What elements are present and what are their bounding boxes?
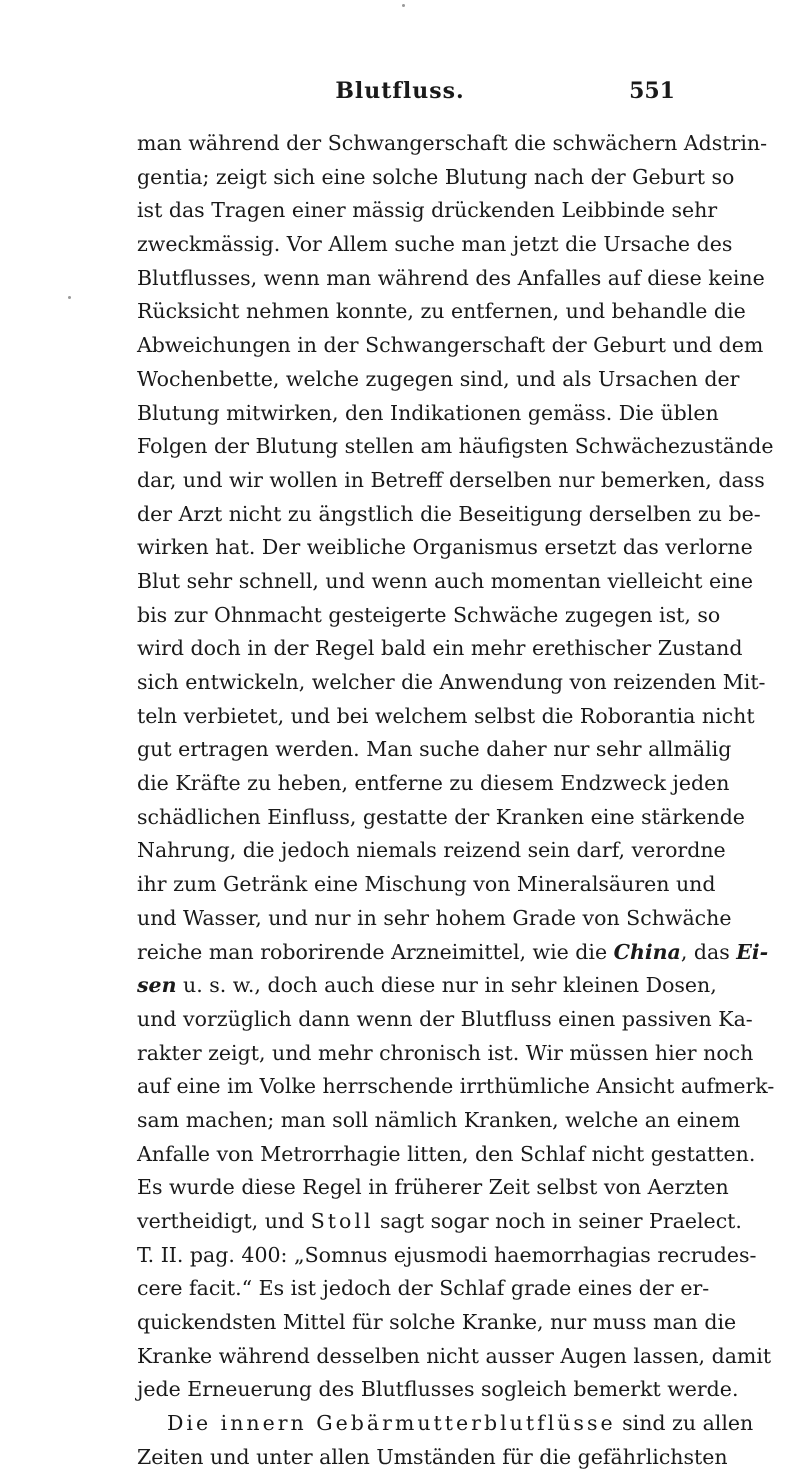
ink-speck [68, 296, 71, 299]
text-segment: , das [680, 939, 737, 964]
text-line: auf eine im Volke herrschende irrthümliche Ansicht aufmerk- [137, 1074, 775, 1099]
text-line: dar, und wir wollen in Betreff derselben nur bemerken, dass [137, 467, 765, 492]
running-title: Blutfluss. [335, 78, 465, 104]
text-line: gut ertragen werden. Man suche daher nur sehr allmälig [137, 737, 732, 762]
text-line: zweckmässig. Vor Allem suche man jetzt die Ursache des [137, 232, 733, 257]
text-line: rakter zeigt, und mehr chronisch ist. Wir müssen hier noch [137, 1040, 754, 1065]
ink-speck [402, 4, 405, 7]
emphasized-term: China [613, 939, 681, 964]
text-line: schädlichen Einfluss, gestatte der Kranken eine stärkende [137, 804, 745, 829]
author-name: Stoll [310, 1209, 374, 1233]
body-text [137, 127, 775, 1475]
text-line: gentia; zeigt sich eine solche Blutung nach der Geburt so [137, 164, 735, 189]
section-heading-inline: Die innern Gebärmutterblutflüsse [167, 1411, 616, 1436]
emphasized-term: Ei- [736, 939, 769, 964]
text-line: T. II. pag. 400: „Somnus ejusmodi haemorrhagias recrudes- [137, 1242, 757, 1267]
emphasized-term: sen [137, 973, 177, 998]
text-line [137, 969, 717, 1003]
text-line: bis zur Ohnmacht gesteigerte Schwäche zugegen ist, so [137, 602, 721, 627]
text-segment: reiche man roborirende Arzneimittel, wie die [137, 939, 614, 964]
text-line: ist das Tragen einer mässig drückenden Leibbinde sehr [137, 198, 718, 223]
text-segment: sind zu allen [615, 1411, 754, 1436]
text-line: Es wurde diese Regel in früherer Zeit selbst von Aerzten [137, 1175, 729, 1200]
text-line: und Wasser, und nur in sehr hohem Grade von Schwäche [137, 905, 732, 930]
text-line: Rücksicht nehmen konnte, zu entfernen, und behandle die [137, 299, 746, 324]
text-line: Zeiten und unter allen Umständen für die gefährlichsten [137, 1444, 728, 1469]
text-line: teln verbietet, und bei welchem selbst die Roborantia nicht [137, 703, 755, 728]
text-line: sich entwickeln, welcher die Anwendung von reizenden Mit- [137, 670, 766, 694]
text-line: ihr zum Getränk eine Mischung von Mineralsäuren und [137, 872, 716, 897]
text-segment: u. s. w., doch auch diese nur in sehr kleinen Dosen, [176, 973, 717, 998]
text-line: die Kräfte zu heben, entferne zu diesem Endzweck jeden [137, 771, 730, 796]
page-header [0, 78, 800, 114]
text-line: quickendsten Mittel für solche Kranke, nur muss man die [137, 1310, 737, 1335]
text-line: Blut sehr schnell, und wenn auch momentan vielleicht eine [137, 568, 753, 593]
text-line: jede Erneuerung des Blutflusses sogleich bemerkt werde. [137, 1377, 739, 1402]
text-line: Nahrung, die jedoch niemals reizend sein darf, verordne [137, 838, 726, 863]
text-line: sam machen; man soll nämlich Kranken, welche an einem [137, 1107, 741, 1132]
text-line [137, 1205, 742, 1239]
text-line: der Arzt nicht zu ängstlich die Beseitigung derselben zu be- [137, 501, 761, 526]
text-line: Wochenbette, welche zugegen sind, und als Ursachen der [137, 366, 740, 391]
text-line: cere facit.“ Es ist jedoch der Schlaf grade eines der er- [137, 1276, 710, 1301]
text-line: wird doch in der Regel bald ein mehr erethischer Zustand [137, 636, 743, 661]
text-line: man während der Schwangerschaft die schwächern Adstrin- [137, 131, 768, 155]
text-line: und vorzüglich dann wenn der Blutfluss einen passiven Ka- [137, 1006, 753, 1031]
text-line: wirken hat. Der weibliche Organismus ersetzt das verlorne [137, 535, 753, 560]
text-line: Blutung mitwirken, den Indikationen gemäss. Die üblen [137, 400, 719, 425]
text-line: Anfalle von Metrorrhagie litten, den Schlaf nicht gestatten. [137, 1141, 756, 1166]
text-line: Abweichungen in der Schwangerschaft der Geburt und dem [137, 333, 764, 358]
text-line: Kranke während desselben nicht ausser Augen lassen, damit [137, 1343, 772, 1368]
text-line: Folgen der Blutung stellen am häufigsten Schwächezustände [137, 434, 774, 459]
text-segment: sagt sogar noch in seiner Praelect. [373, 1209, 742, 1233]
text-segment: vertheidigt, und [137, 1209, 311, 1233]
text-line [137, 1407, 754, 1441]
page-number: 551 [629, 78, 675, 104]
text-line [137, 936, 769, 970]
text-line: Blutflusses, wenn man während des Anfalles auf diese keine [137, 265, 765, 290]
